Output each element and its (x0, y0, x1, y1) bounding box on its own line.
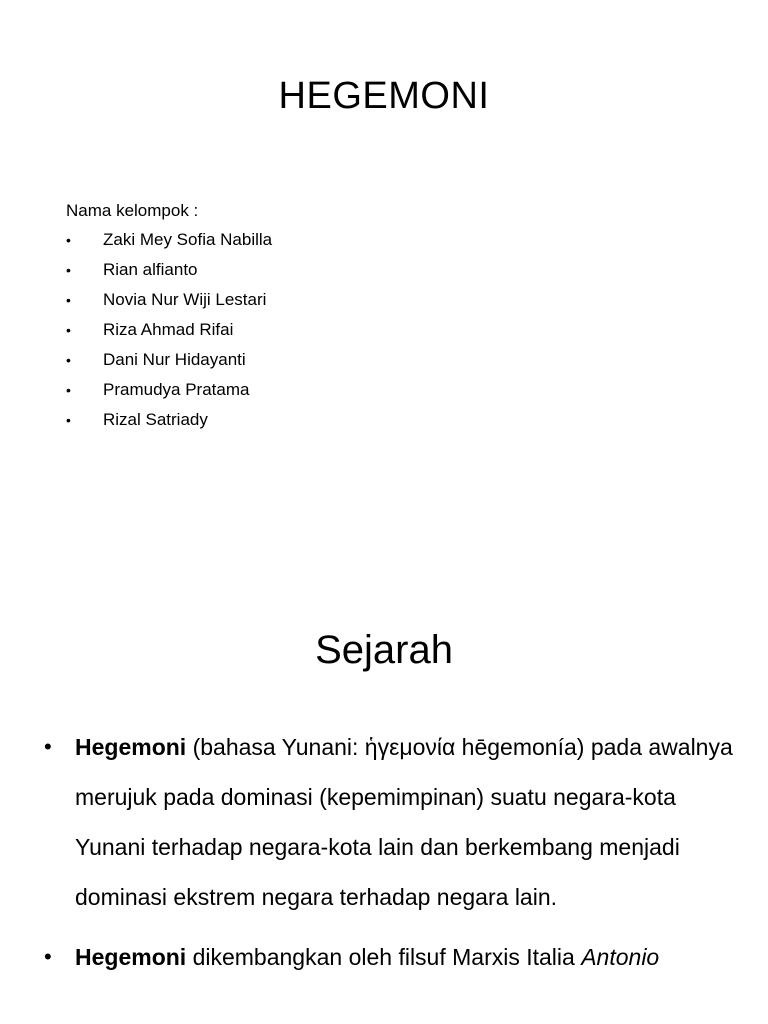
item-text: dikembangkan oleh filsuf Marxis Italia (186, 944, 582, 970)
bullet-icon: • (66, 262, 71, 278)
member-list (66, 225, 273, 435)
member-item (66, 285, 267, 315)
bullet-icon: • (66, 412, 71, 428)
member-item (66, 315, 234, 345)
member-name: Pramudya Pratama (103, 380, 250, 399)
member-name: Zaki Mey Sofia Nabilla (103, 230, 273, 249)
group-label: Nama kelompok : (66, 201, 199, 220)
bullet-icon: • (66, 232, 71, 248)
member-item (66, 405, 208, 435)
term-bold: Hegemoni (75, 944, 187, 970)
content-list (44, 722, 734, 992)
bullet-icon: • (66, 382, 71, 398)
item-text: (bahasa Yunani: ἡγεμονία hēgemonía) pada awalnya merujuk pada dominasi (kepemimpinan) suatu negara-kota Yunani terhadap negara-kota lain dan berkembang menjadi dominasi ekstrem negara terhadap negara lain. (75, 734, 733, 910)
member-item (66, 225, 273, 255)
bullet-icon: • (44, 734, 52, 759)
item-italic-text: Antonio (581, 944, 660, 970)
member-name: Rizal Satriady (103, 410, 208, 429)
member-item (66, 345, 246, 375)
list-item (44, 722, 734, 922)
term-bold: Hegemoni (75, 734, 187, 760)
group-members-block (66, 197, 273, 435)
slide-history (0, 512, 768, 1024)
member-item (66, 255, 198, 285)
bullet-icon: • (44, 944, 52, 969)
bullet-icon: • (66, 322, 71, 338)
member-item (66, 375, 250, 405)
member-name: Riza Ahmad Rifai (103, 320, 234, 339)
bullet-icon: • (66, 292, 71, 308)
slide-title-heading: HEGEMONI (278, 75, 490, 117)
member-name: Rian alfianto (103, 260, 198, 279)
member-name: Dani Nur Hidayanti (103, 350, 246, 369)
bullet-icon: • (66, 352, 71, 368)
list-item (44, 932, 734, 982)
slide-history-heading: Sejarah (315, 628, 453, 672)
member-name: Novia Nur Wiji Lestari (103, 290, 267, 309)
